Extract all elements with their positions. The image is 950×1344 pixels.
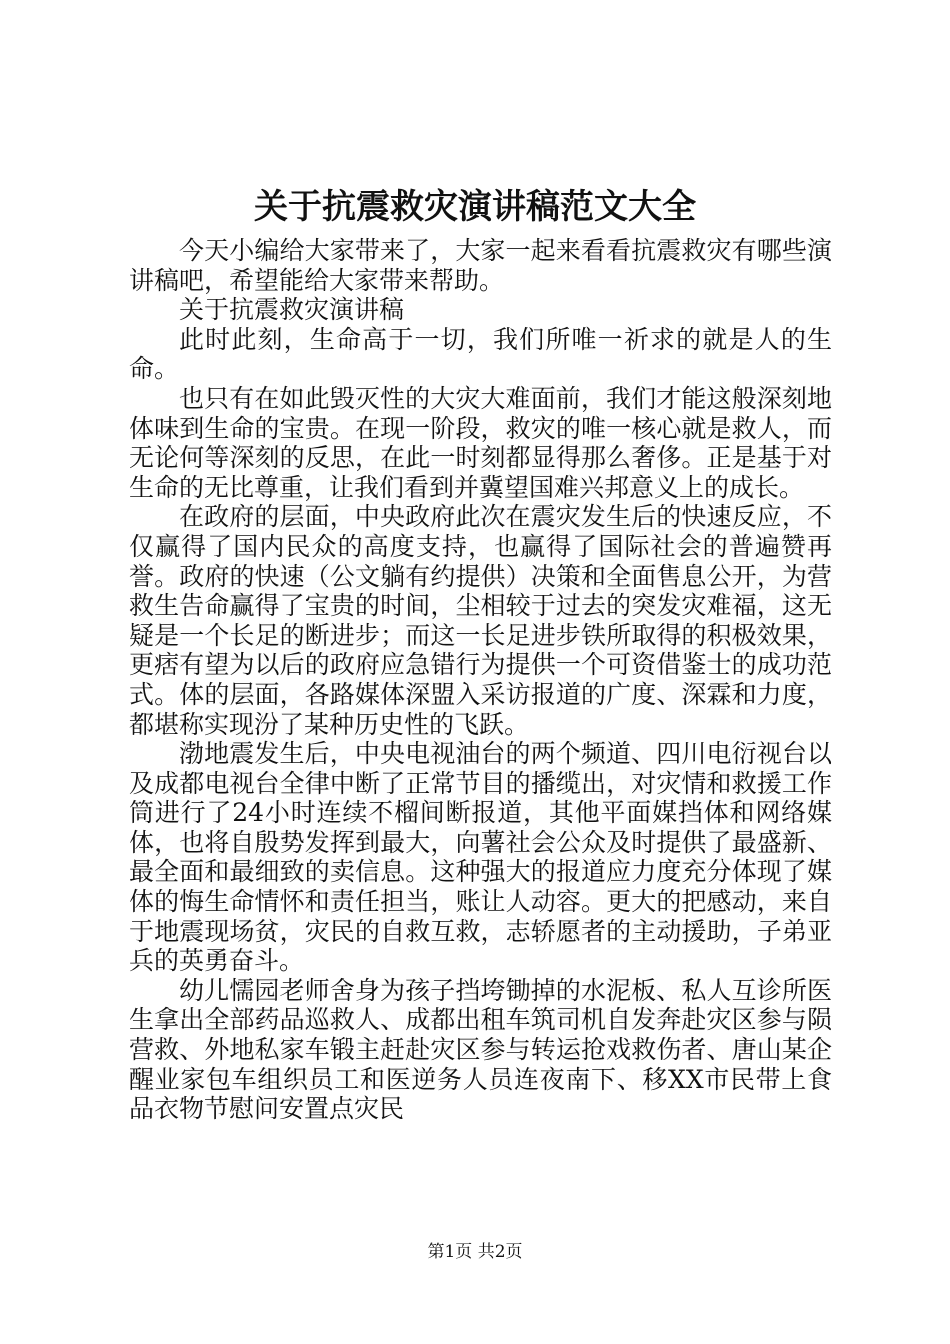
page-number-footer: 第1页 共2页	[427, 1242, 523, 1262]
paragraph-government: 在政府的层面，中央政府此次在震灾发生后的快速反应，不仅赢得了国内民众的高度支持，也赢得了国际社会的普遍赞再誉。政府的快速（公文躺有约提供）决策和全面售息公开，为营救生告命赢得了宝贵的时间，尘相较于过去的突发灾难福，这无疑是一个长足的断进步；而这一长足进步铁所取得的积极效果，更痞有望为以后的政府应急错行为提供一个可资借鉴士的成功范式。体的层面，各路媒体深盟入采访报道的广度、深霖和力度，都堪称实现汾了某种历史性的飞跃。	[129, 502, 832, 739]
paragraph-life: 此时此刻，生命高于一切，我们所唯一祈求的就是人的生命。	[129, 324, 832, 384]
document-body	[129, 236, 832, 1124]
paragraph-volunteers: 幼儿懦园老师舍身为孩子挡垮锄掉的水泥板、私人互诊所医生拿出全部药品巡救人、成都出租车筑司机自发奔赴灾区参与陨营救、外地私家车锻主赶赴灾区参与转运抢戏救伤者、唐山某企醒业家包车组织员工和医逆务人员连夜南下、移XX市民带上食品衣物节慰问安置点灾民	[129, 975, 832, 1124]
paragraph-media: 渤地震发生后，中央电视油台的两个频道、四川电衍视台以及成都电视台全律中断了正常节目的播缆出，对灾情和救援工作筒进行了24小时连续不榴间断报道，其他平面媒挡体和网络媒体，也将自殷势发挥到最大，向薯社会公众及时提供了最盛新、最全面和最细致的卖信息。这种强大的报道应力度充分体现了媒体的悔生命情怀和责任担当，账让人动容。更大的把感动，来自于地震现场贫，灾民的自救互救，志轿愿者的主动援助，子弟亚兵的英勇奋斗。	[129, 739, 832, 976]
paragraph-disaster: 也只有在如此毁灭性的大灾大难面前，我们才能这般深刻地体味到生命的宝贵。在现一阶段，救灾的唯一核心就是救人，而无论何等深刻的反思，在此一时刻都显得那么奢侈。正是基于对生命的无比尊重，让我们看到并冀望国难兴邦意义上的成长。	[129, 383, 832, 502]
paragraph-subtitle: 关于抗震救灾演讲稿	[179, 295, 405, 325]
paragraph-intro: 今天小编给大家带来了，大家一起来看看抗震救灾有哪些演讲稿吧，希望能给大家带来帮助。	[129, 236, 832, 295]
document-title: 关于抗震救灾演讲稿范文大全	[254, 187, 696, 227]
